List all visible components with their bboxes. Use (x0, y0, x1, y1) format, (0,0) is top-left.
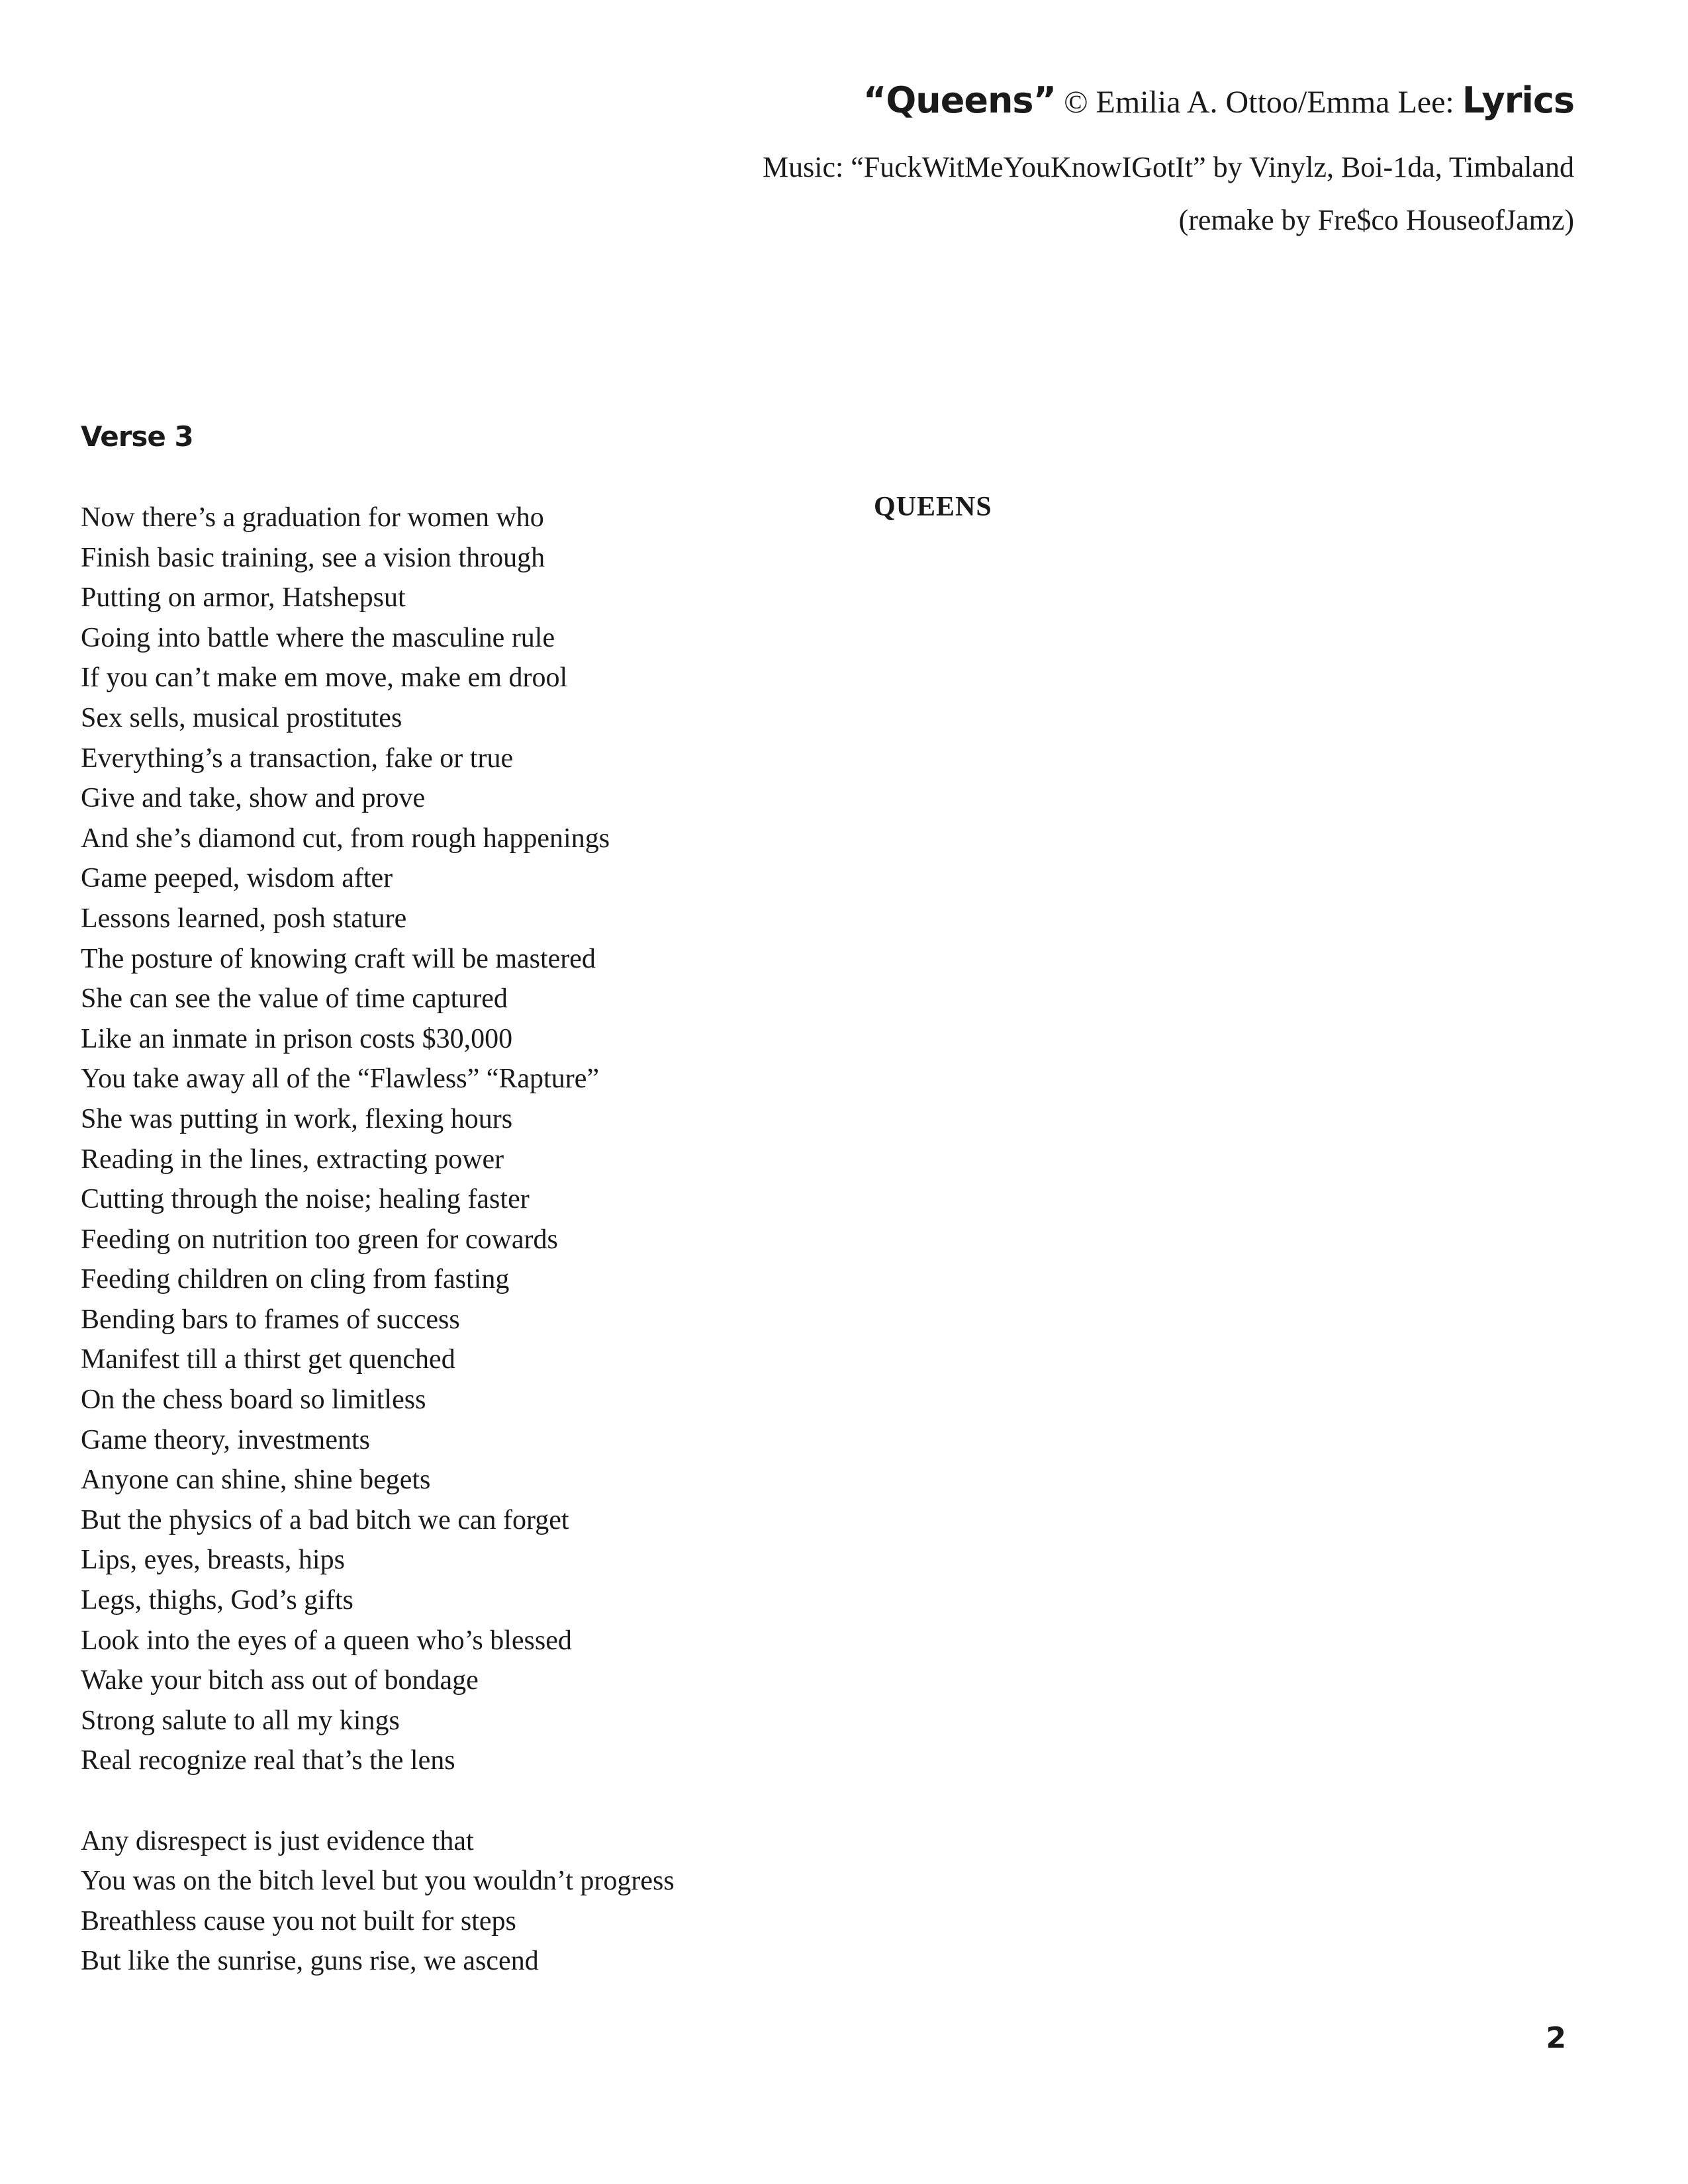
lyric-line: Feeding on nutrition too green for cowards (81, 1224, 558, 1255)
page-header (449, 74, 1574, 247)
lyric-line: Bending bars to frames of success (81, 1304, 460, 1335)
lyric-line: But like the sunrise, guns rise, we ascend (81, 1946, 539, 1977)
lyric-line: But the physics of a bad bitch we can forget (81, 1504, 569, 1535)
lyric-line: Putting on armor, Hatshepsut (81, 582, 406, 614)
lyric-line: Game theory, investments (81, 1424, 371, 1455)
lyric-line: Real recognize real that’s the lens (81, 1745, 455, 1776)
lyric-line: On the chess board so limitless (81, 1385, 426, 1416)
stanza-break (81, 1781, 809, 1821)
lyric-line: Cutting through the noise; healing faster (81, 1184, 530, 1215)
lyric-line: Finish basic training, see a vision through (81, 542, 545, 573)
lyric-line: You take away all of the “Flawless” “Rapture” (81, 1064, 599, 1095)
lyric-line: You was on the bitch level but you wouldn’t progress (81, 1866, 675, 1897)
section-title: QUEENS (874, 492, 992, 522)
lyric-line: Sex sells, musical prostitutes (81, 702, 402, 733)
title-line (449, 74, 1574, 129)
lyric-line: Like an inmate in prison costs $30,000 (81, 1023, 513, 1054)
lyric-line: Wake your bitch ass out of bondage (81, 1665, 479, 1696)
lyric-line: Going into battle where the masculine rule (81, 622, 555, 653)
lyric-line: Now there’s a graduation for women who (81, 502, 544, 533)
lyric-line: Lips, eyes, breasts, hips (81, 1545, 345, 1576)
lyric-line: Reading in the lines, extracting power (81, 1144, 504, 1175)
lyric-line: The posture of knowing craft will be mastered (81, 943, 596, 974)
lyric-line: Anyone can shine, shine begets (81, 1465, 431, 1496)
lyric-line: Give and take, show and prove (81, 783, 426, 814)
lyric-line: Breathless cause you not built for steps (81, 1905, 516, 1936)
lyric-line: Legs, thighs, God’s gifts (81, 1585, 353, 1616)
verse-heading: Verse 3 (81, 420, 193, 453)
lyric-line: Any disrespect is just evidence that (81, 1825, 474, 1856)
lyric-line: Manifest till a thirst get quenched (81, 1344, 455, 1375)
lyric-line: Strong salute to all my kings (81, 1705, 400, 1736)
lyric-line: Feeding children on cling from fasting (81, 1264, 510, 1295)
lyric-line: Look into the eyes of a queen who’s blessed (81, 1625, 572, 1656)
page-number: 2 (1546, 2021, 1566, 2055)
lyric-line: She can see the value of time captured (81, 983, 508, 1015)
lyric-line: And she’s diamond cut, from rough happenings (81, 823, 610, 854)
lyric-line: Game peeped, wisdom after (81, 863, 393, 894)
lyric-line: Lessons learned, posh stature (81, 903, 407, 934)
copyright-notice: © Emilia A. Ottoo/Emma Lee: (1056, 85, 1462, 120)
lyric-line: She was putting in work, flexing hours (81, 1103, 513, 1134)
remake-credit: (remake by Fre$co HouseofJamz) (1178, 204, 1574, 236)
song-title: “Queens” (863, 79, 1056, 121)
document-type: Lyrics (1462, 79, 1574, 121)
lyric-line: If you can’t make em move, make em drool (81, 662, 568, 694)
lyrics-body (81, 498, 809, 1981)
lyric-line: Everything’s a transaction, fake or true (81, 743, 514, 774)
music-credit: Music: “FuckWitMeYouKnowIGotIt” by Vinylz, Boi-1da, Timbaland (763, 151, 1574, 183)
